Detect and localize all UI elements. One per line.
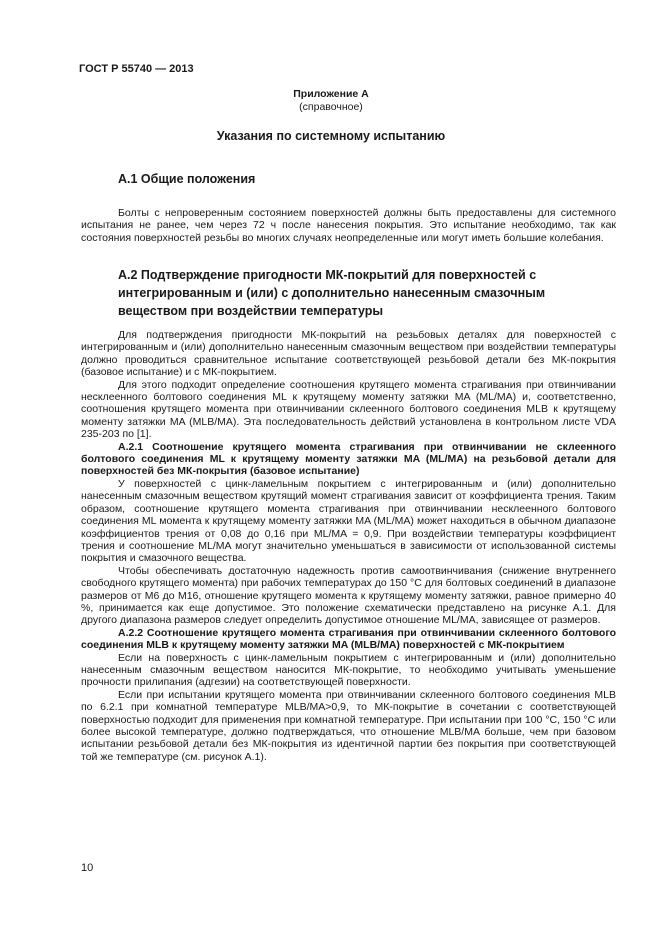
subsection-a22-paragraph-2: Если при испытании крутящего момента при отвинчивании склеенного болтового соединения MLB по 6.2.1 при комнатной температуре MLB/MA>0,9, то МК-покрытие в сочетании с соответствующей поверхностью подходит для применения при комнатной температуре. При испытании при 100 °С, 150 °С или более высокой температуре, должно подтверждаться, что отношение MLB/MA больше, чем при базовом испытании резьбовой детали без МК-покрытия из идентичной партии без покрытия при соответствующей той же температуре (см. рисунок А.1). (81, 688, 616, 763)
appendix-title: Приложение А (293, 88, 369, 100)
section-a1-heading: А.1 Общие положения (118, 172, 256, 186)
subsection-a21-title: А.2.1 Соотношение крутящего момента страгивания при отвинчивании не склеенного болтового соединения ML к крутящему моменту затяжки MA (ML/MA) на резьбовой детали для поверхностей без МК-покрытия (базовое испытание) (81, 440, 616, 478)
subsection-a21-paragraph-2: Чтобы обеспечивать достаточную надежность против самоотвинчивания (снижение внутреннего свободного крутящего момента) при рабочих температурах до 150 °С для болтовых соединений в диапазоне размеров от М6 до М16, отношение крутящего момента к крутящему моменту затяжки, равное примерно 40 %, принимается как еще допустимое. Это положение схематически представлено на рисунке А.1. Для другого диапазона размеров следует определить допустимое отношение ML/MA, зависящее от размеров. (81, 564, 616, 627)
section-a2-body (81, 329, 616, 763)
section-a2-heading: А.2 Подтверждение пригодности МК-покрытий для поверхностей с интегрированным и (или) с дополнительно нанесенным смазочным веществом при воздействии температуры (118, 268, 546, 318)
standard-header: ГОСТ Р 55740 — 2013 (79, 63, 194, 75)
section-a2-paragraph-1: Для подтверждения пригодности МК-покрытий на резьбовых деталях для поверхностей с интегрированным и (или) дополнительно нанесенным смазочным веществом при воздействии температуры должно проводиться сравнительное испытание соответствующей резьбовой детали без МК-покрытия (базовое испытание) и с МК-покрытием. (81, 329, 616, 379)
subsection-a21-paragraph-1: У поверхностей с цинк-ламельным покрытием с интегрированным и (или) дополнительно нанесенным смазочным веществом крутящий момент страгивания зависит от коэффициента трения. Таким образом, соотношение крутящего момента страгивания при отвинчивании несклеенного болтового соединения ML момента к крутящему моменту затяжки MA (ML/MA) может находиться в обычном диапазоне коэффициентов трения от 0,08 до 0,16 при ML/MA = 0,9. При воздействии температуры коэффициент трения и соотношение ML/MA могут значительно уменьшаться в зависимости от использованной системы покрытия и смазочного вещества. (81, 477, 616, 565)
section-a1-body (81, 207, 616, 244)
appendix-subtitle: (справочное) (299, 101, 363, 113)
page-number: 10 (81, 862, 94, 874)
section-a1-paragraph: Болты с непроверенным состоянием поверхностей должны быть предоставлены для системного испытания не ранее, чем через 72 ч после нанесения покрытия. Это испытание необходимо, так как состояния поверхностей резьбы во многих случаях неопределенные или могут иметь большие колебания. (81, 207, 616, 244)
subsection-a22-title: А.2.2 Соотношение крутящего момента страгивания при отвинчивании склеенного болтового соединения MLB к крутящему моменту затяжки MA (MLB/MA) поверхностей с МК-покрытием (81, 626, 616, 652)
document-title: Указания по системному испытанию (216, 129, 446, 143)
subsection-a22-paragraph-1: Если на поверхность с цинк-ламельным покрытием с интегрированным и (или) дополнительно нанесенным смазочным веществом наносится МК-покрытие, то необходимо учитывать уменьшение прочности прилипания (адгезии) на соответствующей поверхности. (81, 651, 616, 689)
section-a2-paragraph-2: Для этого подходит определение соотношения крутящего момента страгивания при отвинчивании несклеенного болтового соединения ML к крутящему моменту затяжки MA (ML/MA) и, соответственно, соотношения крутящего момента при отвинчивании склеенного болтового соединения MLB к крутящему моменту затяжки MA (MLB/MA). Эта последовательность действий установлена в контрольном листе VDA 235-203 по [1]. (81, 378, 616, 441)
